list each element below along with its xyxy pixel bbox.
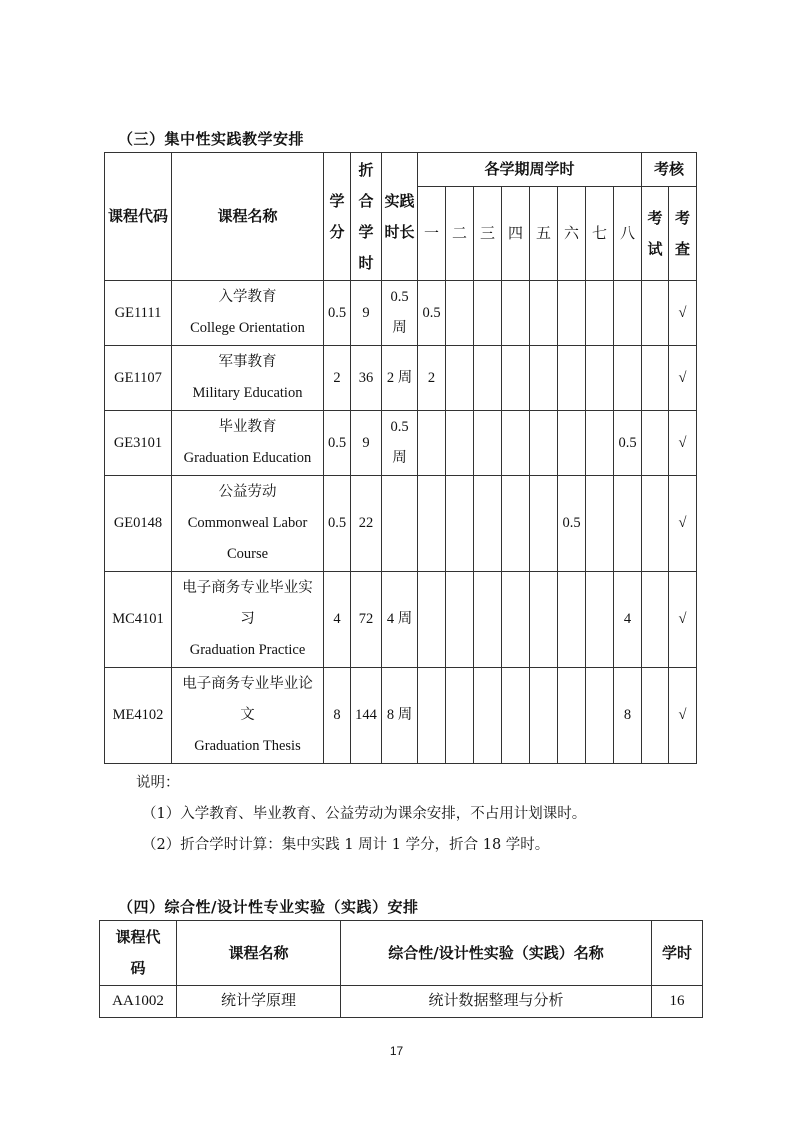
course-name	[172, 346, 324, 411]
course-code: GE1111	[105, 281, 172, 346]
header-semester-6: 六	[558, 187, 586, 281]
table-row	[105, 476, 697, 572]
header-check: 考 查	[669, 187, 697, 281]
semester-2-hours	[446, 281, 474, 346]
course-name-line: 文	[240, 707, 255, 723]
header-converted-hours: 折 合 学 时	[351, 153, 382, 281]
semester-1-hours	[418, 476, 446, 572]
table-row	[105, 281, 697, 346]
course-name-line: Military Education	[192, 385, 303, 401]
header-semester-1: 一	[418, 187, 446, 281]
notes	[136, 768, 586, 861]
header-course-name: 课程名称	[172, 153, 324, 281]
course-code: GE3101	[105, 411, 172, 476]
semester-6-hours	[558, 411, 586, 476]
page-number: 17	[389, 1044, 404, 1058]
course-name	[172, 281, 324, 346]
table-row	[100, 986, 703, 1018]
duration-line: 2 周	[386, 369, 413, 386]
credits: 2	[324, 346, 351, 411]
course-name-line: Graduation Practice	[189, 642, 306, 658]
hours: 16	[652, 986, 703, 1018]
exam-mark	[642, 476, 669, 572]
credits: 8	[324, 668, 351, 764]
duration-line: 0.5	[390, 419, 409, 435]
semester-2-hours	[446, 476, 474, 572]
practice-duration	[382, 411, 418, 476]
course-name-line: College Orientation	[190, 320, 305, 336]
converted-hours: 9	[351, 281, 382, 346]
check-mark: √	[669, 346, 697, 411]
semester-3-hours	[474, 411, 502, 476]
duration-line: 0.5	[390, 289, 409, 305]
course-code: GE0148	[105, 476, 172, 572]
note-item: （1）入学教育、毕业教育、公益劳动为课余安排，不占用计划课时。	[142, 806, 587, 822]
semester-1-hours	[418, 411, 446, 476]
semester-4-hours	[502, 476, 530, 572]
semester-6-hours	[558, 572, 586, 668]
course-name	[172, 668, 324, 764]
semester-2-hours	[446, 668, 474, 764]
semester-7-hours	[586, 572, 614, 668]
semester-5-hours	[530, 668, 558, 764]
credits: 0.5	[324, 411, 351, 476]
check-mark: √	[669, 411, 697, 476]
semester-6-hours	[558, 668, 586, 764]
semester-4-hours	[502, 572, 530, 668]
semester-2-hours	[446, 572, 474, 668]
credits: 4	[324, 572, 351, 668]
exam-mark	[642, 346, 669, 411]
course-name-line: Graduation Thesis	[194, 738, 301, 754]
course-name-line: Commonweal Labor	[187, 515, 308, 531]
credits: 0.5	[324, 281, 351, 346]
semester-4-hours	[502, 281, 530, 346]
header-course-name: 课程名称	[177, 921, 341, 986]
semester-1-hours	[418, 572, 446, 668]
header-semester-3: 三	[474, 187, 502, 281]
header-semester-7: 七	[586, 187, 614, 281]
experiment-table	[99, 920, 703, 1018]
check-mark: √	[669, 476, 697, 572]
semester-5-hours	[530, 572, 558, 668]
header-credits: 学 分	[324, 153, 351, 281]
header-course-code: 课程代 码	[100, 921, 177, 986]
semester-8-hours	[614, 476, 642, 572]
course-name	[172, 476, 324, 572]
course-code: ME4102	[105, 668, 172, 764]
semester-5-hours	[530, 281, 558, 346]
semester-6-hours	[558, 281, 586, 346]
converted-hours: 144	[351, 668, 382, 764]
converted-hours: 72	[351, 572, 382, 668]
header-experiment-name: 综合性/设计性实验（实践）名称	[341, 921, 652, 986]
course-code: GE1107	[105, 346, 172, 411]
header-semester-4: 四	[502, 187, 530, 281]
course-name	[172, 572, 324, 668]
section-3-title: （三）集中性实践教学安排	[118, 130, 305, 148]
exam-mark	[642, 411, 669, 476]
semester-8-hours: 0.5	[614, 411, 642, 476]
semester-5-hours	[530, 476, 558, 572]
semester-8-hours	[614, 346, 642, 411]
header-hours: 学时	[652, 921, 703, 986]
header-semester-2: 二	[446, 187, 474, 281]
semester-8-hours: 8	[614, 668, 642, 764]
practice-duration	[382, 476, 418, 572]
semester-1-hours: 0.5	[418, 281, 446, 346]
semester-3-hours	[474, 668, 502, 764]
semester-7-hours	[586, 668, 614, 764]
exam-mark	[642, 572, 669, 668]
notes-label: 说明：	[136, 775, 180, 791]
semester-3-hours	[474, 572, 502, 668]
course-name	[172, 411, 324, 476]
practice-duration	[382, 572, 418, 668]
course-name-line: Graduation Education	[183, 450, 312, 466]
section-4-title: （四）综合性/设计性专业实验（实践）安排	[118, 898, 419, 916]
course-name-line: 公益劳动	[218, 484, 277, 500]
course-name: 统计学原理	[177, 986, 341, 1018]
check-mark: √	[669, 572, 697, 668]
course-name-line: 电子商务专业毕业实	[182, 580, 313, 596]
semester-1-hours	[418, 668, 446, 764]
practice-schedule-table	[104, 152, 697, 764]
semester-6-hours	[558, 346, 586, 411]
course-name-line: 电子商务专业毕业论	[182, 676, 313, 692]
semester-3-hours	[474, 346, 502, 411]
practice-duration	[382, 346, 418, 411]
note-item: （2）折合学时计算：集中实践 1 周计 1 学分，折合 18 学时。	[142, 837, 550, 853]
semester-8-hours	[614, 281, 642, 346]
semester-6-hours: 0.5	[558, 476, 586, 572]
header-exam: 考 试	[642, 187, 669, 281]
check-mark: √	[669, 281, 697, 346]
course-name-line: 习	[240, 611, 255, 627]
header-course-code: 课程代码	[105, 153, 172, 281]
duration-line: 周	[392, 320, 407, 336]
check-mark: √	[669, 668, 697, 764]
course-name-line: 毕业教育	[218, 419, 277, 435]
semester-1-hours: 2	[418, 346, 446, 411]
converted-hours: 9	[351, 411, 382, 476]
credits: 0.5	[324, 476, 351, 572]
semester-2-hours	[446, 411, 474, 476]
semester-4-hours	[502, 668, 530, 764]
semester-2-hours	[446, 346, 474, 411]
table-row	[105, 346, 697, 411]
experiment-name: 统计数据整理与分析	[341, 986, 652, 1018]
semester-7-hours	[586, 476, 614, 572]
semester-3-hours	[474, 281, 502, 346]
semester-5-hours	[530, 346, 558, 411]
practice-duration	[382, 281, 418, 346]
semester-4-hours	[502, 411, 530, 476]
duration-line: 8 周	[386, 707, 413, 723]
course-name-line: 军事教育	[218, 354, 277, 370]
semester-3-hours	[474, 476, 502, 572]
semester-8-hours: 4	[614, 572, 642, 668]
semester-7-hours	[586, 281, 614, 346]
course-name-line: Course	[226, 546, 269, 562]
converted-hours: 22	[351, 476, 382, 572]
duration-line: 4 周	[386, 611, 413, 627]
exam-mark	[642, 668, 669, 764]
exam-mark	[642, 281, 669, 346]
converted-hours: 36	[351, 346, 382, 411]
course-name-line: 入学教育	[218, 289, 277, 305]
header-practice-duration: 实践 时长	[382, 153, 418, 281]
table-row	[105, 411, 697, 476]
header-semester-8: 八	[614, 187, 642, 281]
table-row	[105, 668, 697, 764]
course-code: AA1002	[100, 986, 177, 1018]
header-assessment: 考核	[642, 153, 697, 187]
semester-7-hours	[586, 411, 614, 476]
header-semester-weekly-hours: 各学期周学时	[418, 153, 642, 187]
semester-5-hours	[530, 411, 558, 476]
practice-duration	[382, 668, 418, 764]
table-row	[105, 572, 697, 668]
semester-7-hours	[586, 346, 614, 411]
course-code: MC4101	[105, 572, 172, 668]
duration-line: 周	[392, 450, 407, 466]
header-semester-5: 五	[530, 187, 558, 281]
semester-4-hours	[502, 346, 530, 411]
